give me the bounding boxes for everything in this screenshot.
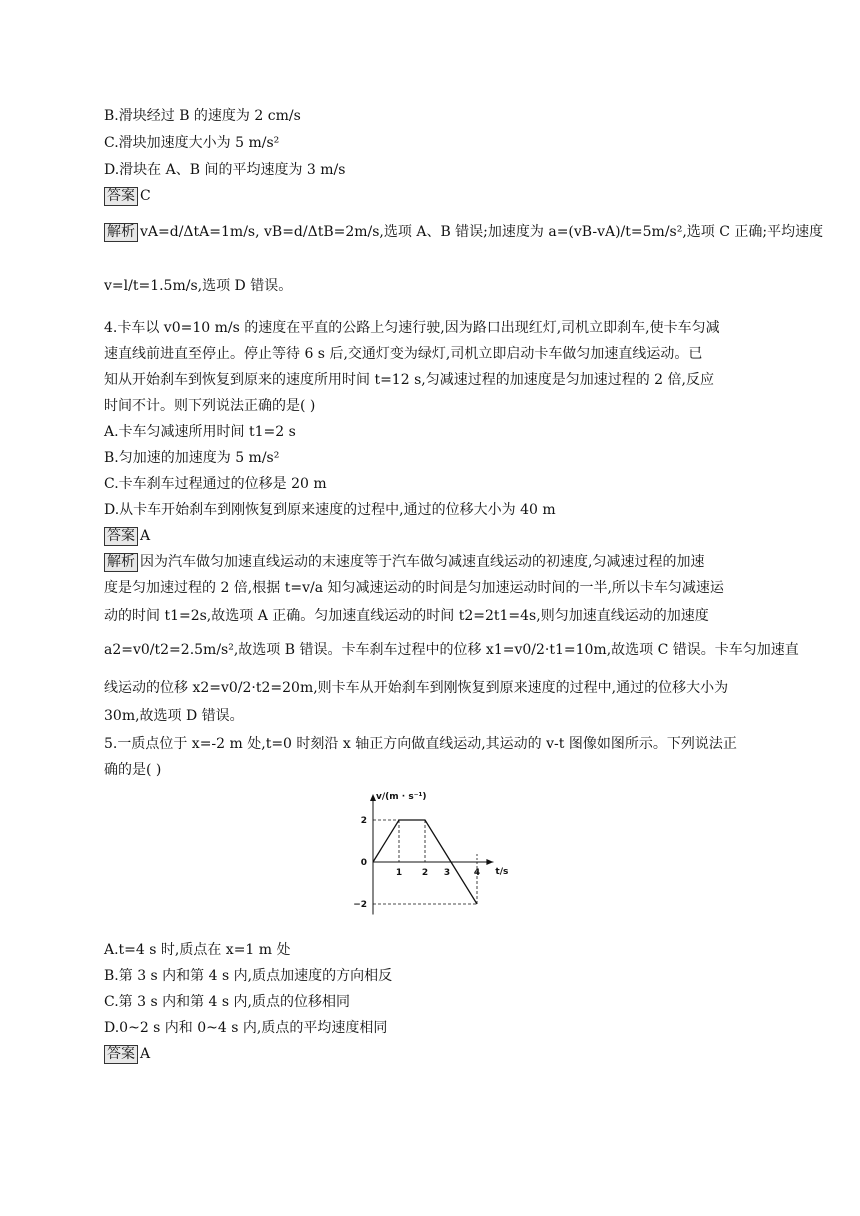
q5-option-d: D.0~2 s 内和 0~4 s 内,质点的平均速度相同 [104, 1020, 388, 1036]
x-axis-label: t/s [495, 867, 509, 877]
chart-axes [370, 794, 493, 915]
q4-analysis-line5: 线运动的位移 x2=v0/2·t2=20m,则卡车从开始刹车到刚恢复到原来速度的过程中,通过的位移大小为 [104, 680, 729, 696]
analysis-tag: 解析 [104, 553, 138, 572]
prev-option-c: C.滑块加速度大小为 5 m/s² [104, 135, 280, 151]
x-tick-label: 2 [421, 868, 429, 878]
answer-tag: 答案 [104, 187, 138, 206]
q5-answer [104, 1044, 150, 1064]
q4-stem-line3: 知从开始刹车到恢复到原来的速度所用时间 t=12 s,匀减速过程的加速度是匀加速过程的 2 倍,反应 [104, 372, 714, 388]
q5-option-b: B.第 3 s 内和第 4 s 内,质点加速度的方向相反 [104, 968, 393, 984]
q5-stem-line2: 确的是( ) [104, 762, 162, 778]
q4-analysis-line6: 30m,故选项 D 错误。 [104, 708, 244, 724]
q4-answer [104, 526, 150, 546]
answer-value: C [140, 188, 151, 204]
answer-tag: 答案 [104, 527, 138, 546]
x-tick-label: 4 [473, 868, 481, 878]
prev-analysis-line1 [104, 222, 823, 242]
prev-answer [104, 186, 151, 206]
q4-analysis-line4: a2=v0/t2=2.5m/s²,故选项 B 错误。卡车刹车过程中的位移 x1=v0/2·t1=10m,故选项 C 错误。卡车匀加速直 [104, 642, 799, 658]
analysis-text: vA=d/ΔtA=1m/s, vB=d/ΔtB=2m/s,选项 A、B 错误;加速度为 a=(vB-vA)/t=5m/s²,选项 C 正确;平均速度 [140, 224, 824, 240]
chart-labels [353, 792, 508, 910]
x-tick-label: 1 [395, 868, 403, 878]
answer-value: A [140, 528, 151, 544]
q4-stem-line4: 时间不计。则下列说法正确的是( ) [104, 398, 316, 414]
analysis-text: 因为汽车做匀加速直线运动的末速度等于汽车做匀减速直线运动的初速度,匀减速过程的加速 [140, 554, 705, 570]
q4-analysis-line3: 动的时间 t1=2s,故选项 A 正确。匀加速直线运动的时间 t2=2t1=4s,则匀加速直线运动的加速度 [104, 608, 709, 624]
q5-option-c: C.第 3 s 内和第 4 s 内,质点的位移相同 [104, 994, 350, 1010]
q4-stem-line2: 速直线前进直至停止。停止等待 6 s 后,交通灯变为绿灯,司机立即启动卡车做匀加速直线运动。已 [104, 346, 703, 362]
q4-analysis-line1 [104, 552, 704, 572]
q5-option-a: A.t=4 s 时,质点在 x=1 m 处 [104, 942, 291, 958]
q4-option-d: D.从卡车开始刹车到刚恢复到原来速度的过程中,通过的位移大小为 40 m [104, 502, 556, 518]
prev-option-d: D.滑块在 A、B 间的平均速度为 3 m/s [104, 162, 346, 178]
x-axis-arrow [486, 859, 493, 865]
q4-option-a: A.卡车匀减速所用时间 t1=2 s [104, 424, 296, 440]
y-tick-label: 0 [360, 858, 367, 868]
q4-stem-line1: 4.卡车以 v0=10 m/s 的速度在平直的公路上匀速行驶,因为路口出现红灯,司机立即刹车,使卡车匀减 [104, 320, 720, 336]
q4-option-c: C.卡车刹车过程通过的位移是 20 m [104, 476, 327, 492]
answer-value: A [140, 1046, 151, 1062]
x-tick-label: 3 [443, 868, 451, 878]
q4-option-b: B.匀加速的加速度为 5 m/s² [104, 450, 280, 466]
prev-option-b: B.滑块经过 B 的速度为 2 cm/s [104, 108, 301, 124]
vt-chart [355, 790, 515, 920]
y-axis-label: v/(m · s⁻¹) [376, 792, 427, 802]
y-tick-label: −2 [353, 900, 367, 910]
prev-analysis-line2: v=l/t=1.5m/s,选项 D 错误。 [104, 278, 293, 294]
q5-stem-line1: 5.一质点位于 x=-2 m 处,t=0 时刻沿 x 轴正方向做直线运动,其运动的 v-t 图像如图所示。下列说法正 [104, 736, 737, 752]
analysis-tag: 解析 [104, 223, 138, 242]
q4-analysis-line2: 度是匀加速过程的 2 倍,根据 t=v/a 知匀减速运动的时间是匀加速运动时间的一半,所以卡车匀减速运 [104, 580, 724, 596]
answer-tag: 答案 [104, 1045, 138, 1064]
y-tick-label: 2 [360, 816, 367, 826]
